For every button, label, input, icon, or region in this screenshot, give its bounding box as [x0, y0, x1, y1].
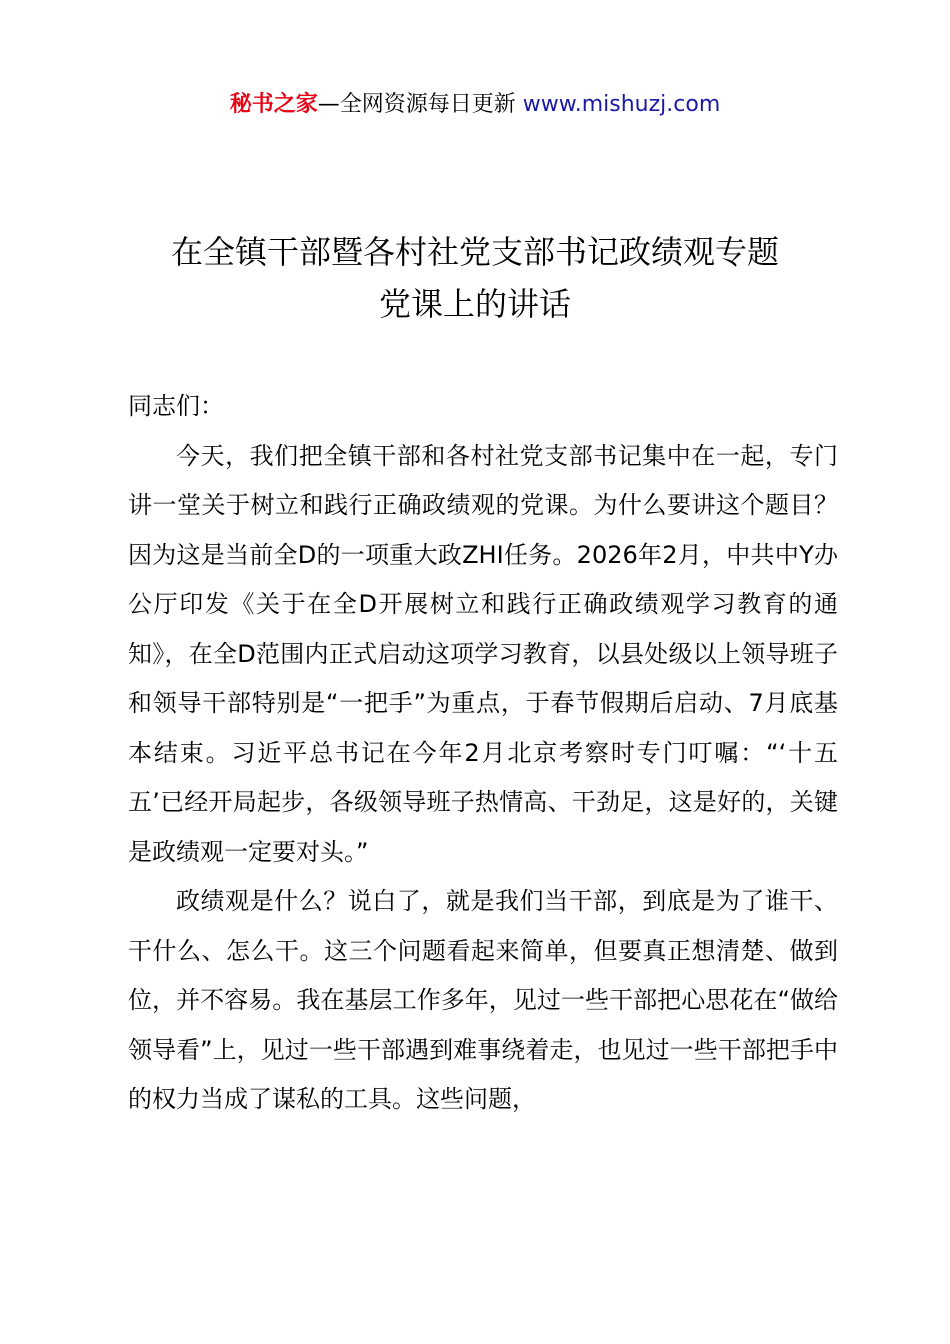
- salutation: 同志们：: [128, 392, 224, 420]
- site-url-link[interactable]: www.mishuzj.com: [522, 92, 721, 117]
- title-line-2: 党课上的讲话: [378, 285, 571, 323]
- paragraph-2: 政绩观是什么？说白了，就是我们当干部，到底是为了谁干、干什么、怎么干。这三个问题看起来简单，但要真正想清楚、做到位，并不容易。我在基层工作多年，见过一些干部把心思花在“做给领导看”上，见过一些干部遇到难事绕着走，也见过一些干部把手中的权力当成了谋私的工具。这些问题，: [128, 887, 838, 1113]
- document-title: [110, 226, 840, 330]
- header-slogan: —全网资源每日更新: [317, 92, 516, 117]
- document-body: [128, 382, 838, 1125]
- brand-name: 秘书之家: [229, 92, 318, 117]
- paragraph-1: 今天，我们把全镇干部和各村社党支部书记集中在一起，专门讲一堂关于树立和践行正确政绩观的党课。为什么要讲这个题目？因为这是当前全D的一项重大政ZHI任务。2026年2月，中共中Y办公厅印发《关于在全D开展树立和践行正确政绩观学习教育的通知》，在全D范围内正式启动这项学习教育，以县处级以上领导班子和领导干部特别是“一把手”为重点，于春节假期后启动、7月底基本结束。习近平总书记在今年2月北京考察时专门叮嘱：“‘十五五’已经开局起步，各级领导班子热情高、干劲足，这是好的，关键是政绩观一定要对头。”: [128, 441, 838, 866]
- site-header: [0, 88, 950, 122]
- title-line-1: 在全镇干部暨各村社党支部书记政绩观专题: [170, 233, 779, 271]
